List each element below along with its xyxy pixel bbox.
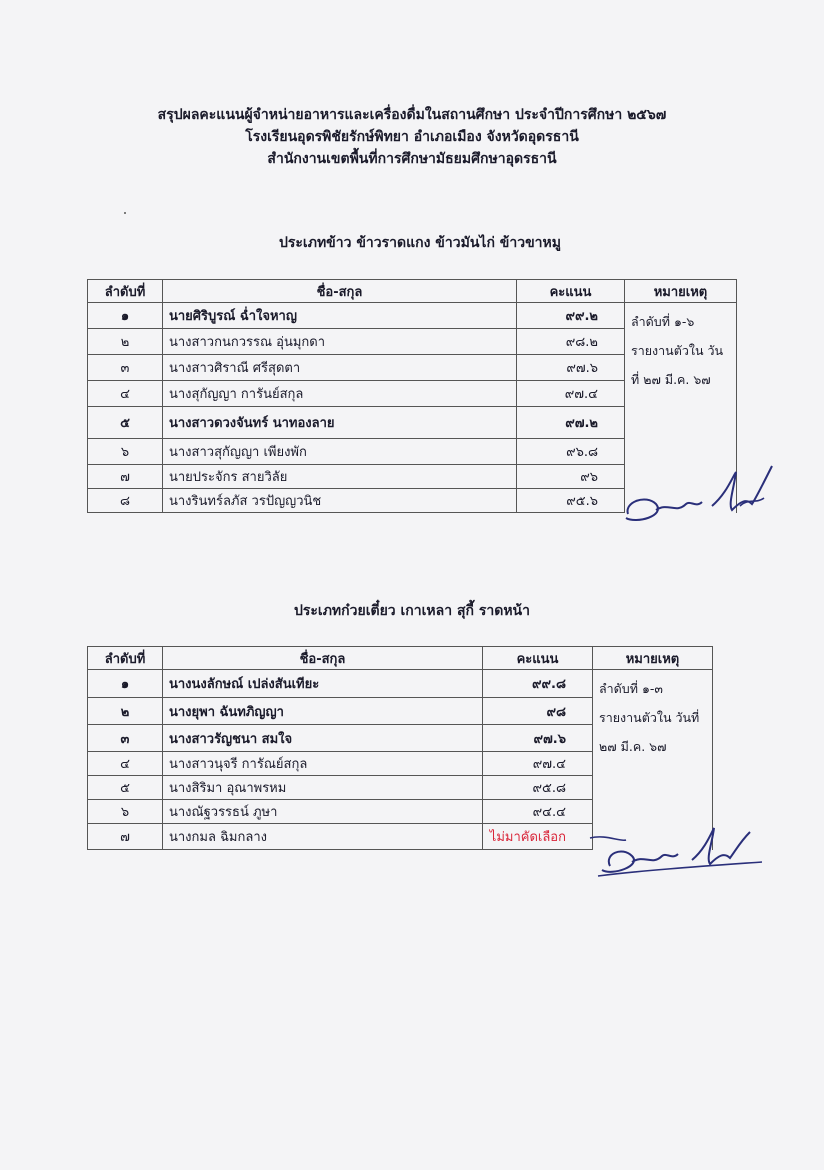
row-name: นางรินทร์ลภัส วรปัญญวนิช xyxy=(163,489,517,513)
col-header-no: ลำดับที่ xyxy=(88,647,163,670)
row-no: ๘ xyxy=(88,489,163,513)
table-row xyxy=(88,670,713,698)
row-score: ๙๗.๖ xyxy=(483,725,593,752)
row-score: ๙๗.๖ xyxy=(517,355,625,381)
row-name: นางสาวศิราณี ศรีสุดตา xyxy=(163,355,517,381)
row-name: นางสาวนุจรี การัณย์สกุล xyxy=(163,752,483,776)
row-no: ๒ xyxy=(88,698,163,725)
row-no: ๒ xyxy=(88,329,163,355)
col-header-no: ลำดับที่ xyxy=(88,280,163,303)
row-score: ๙๗.๔ xyxy=(483,752,593,776)
col-header-note: หมายเหตุ xyxy=(593,647,713,670)
row-name: นายประจักร สายวิลัย xyxy=(163,465,517,489)
row-name: นางสุกัญญา การันย์สกุล xyxy=(163,381,517,407)
col-header-name: ชื่อ-สกุล xyxy=(163,280,517,303)
row-name: นางนงลักษณ์ เปล่งสันเทียะ xyxy=(163,670,483,698)
header-line-3: สำนักงานเขตพื้นที่การศึกษามัธยมศึกษาอุดรธานี xyxy=(267,151,557,167)
note-cell: ลำดับที่ ๑-๓ รายงานตัวใน วันที่ ๒๗ มี.ค. ๖๗ xyxy=(593,670,713,850)
row-name: นางณัฐวรรธน์ ภูษา xyxy=(163,800,483,824)
row-name: นางสาวรัญชนา สมใจ xyxy=(163,725,483,752)
row-no: ๑ xyxy=(88,670,163,698)
section1-title: ประเภทข้าว ข้าวราดแกง ข้าวมันไก่ ข้าวขาหมู xyxy=(279,235,561,251)
row-no: ๔ xyxy=(88,752,163,776)
row-name: นางสาวดวงจันทร์ นาทองลาย xyxy=(163,407,517,439)
header-line-1: สรุปผลคะแนนผู้จำหน่ายอาหารและเครื่องดื่มในสถานศึกษา ประจำปีการศึกษา ๒๕๖๗ xyxy=(157,107,667,123)
row-score: ๙๖.๘ xyxy=(517,439,625,465)
scan-speck xyxy=(124,212,126,214)
row-score-absent: ไม่มาคัดเลือก xyxy=(483,824,593,850)
col-header-score: คะแนน xyxy=(483,647,593,670)
table-header-row xyxy=(88,647,713,670)
row-no: ๕ xyxy=(88,407,163,439)
row-score: ๙๘.๒ xyxy=(517,329,625,355)
row-score: ๙๔.๔ xyxy=(483,800,593,824)
row-score: ๙๖ xyxy=(517,465,625,489)
section2-title: ประเภทก๋วยเตี๋ยว เกาเหลา สุกี้ ราดหน้า xyxy=(293,603,530,619)
row-score: ๙๘ xyxy=(483,698,593,725)
table-row xyxy=(88,303,737,329)
row-no: ๓ xyxy=(88,355,163,381)
row-no: ๗ xyxy=(88,465,163,489)
col-header-name: ชื่อ-สกุล xyxy=(163,647,483,670)
row-no: ๕ xyxy=(88,776,163,800)
row-name: นางสิริมา อุณาพรหม xyxy=(163,776,483,800)
row-name: นางสาวสุกัญญา เพียงพัก xyxy=(163,439,517,465)
col-header-score: คะแนน xyxy=(517,280,625,303)
row-score: ๙๗.๔ xyxy=(517,381,625,407)
document-header xyxy=(0,104,824,170)
table-header-row xyxy=(88,280,737,303)
row-score: ๙๕.๘ xyxy=(483,776,593,800)
signature-2 xyxy=(586,820,776,882)
row-name: นางยุพา ฉันทภิญญา xyxy=(163,698,483,725)
note-cell: ลำดับที่ ๑-๖ รายงานตัวใน วันที่ ๒๗ มี.ค. ๖๗ xyxy=(625,303,737,513)
row-name: นางสาวกนกวรรณ อุ่นมุกดา xyxy=(163,329,517,355)
row-score: ๙๙.๒ xyxy=(517,303,625,329)
row-no: ๗ xyxy=(88,824,163,850)
row-score: ๙๙.๘ xyxy=(483,670,593,698)
header-line-2: โรงเรียนอุดรพิชัยรักษ์พิทยา อำเภอเมือง จังหวัดอุดรธานี xyxy=(245,129,579,145)
row-name: นายศิริบูรณ์ ฉ่ำใจหาญ xyxy=(163,303,517,329)
signature-1 xyxy=(616,458,786,530)
col-header-note: หมายเหตุ xyxy=(625,280,737,303)
row-no: ๓ xyxy=(88,725,163,752)
row-score: ๙๕.๖ xyxy=(517,489,625,513)
row-no: ๑ xyxy=(88,303,163,329)
row-name: นางกมล ฉิมกลาง xyxy=(163,824,483,850)
row-no: ๖ xyxy=(88,439,163,465)
row-no: ๖ xyxy=(88,800,163,824)
row-score: ๙๗.๒ xyxy=(517,407,625,439)
row-no: ๔ xyxy=(88,381,163,407)
